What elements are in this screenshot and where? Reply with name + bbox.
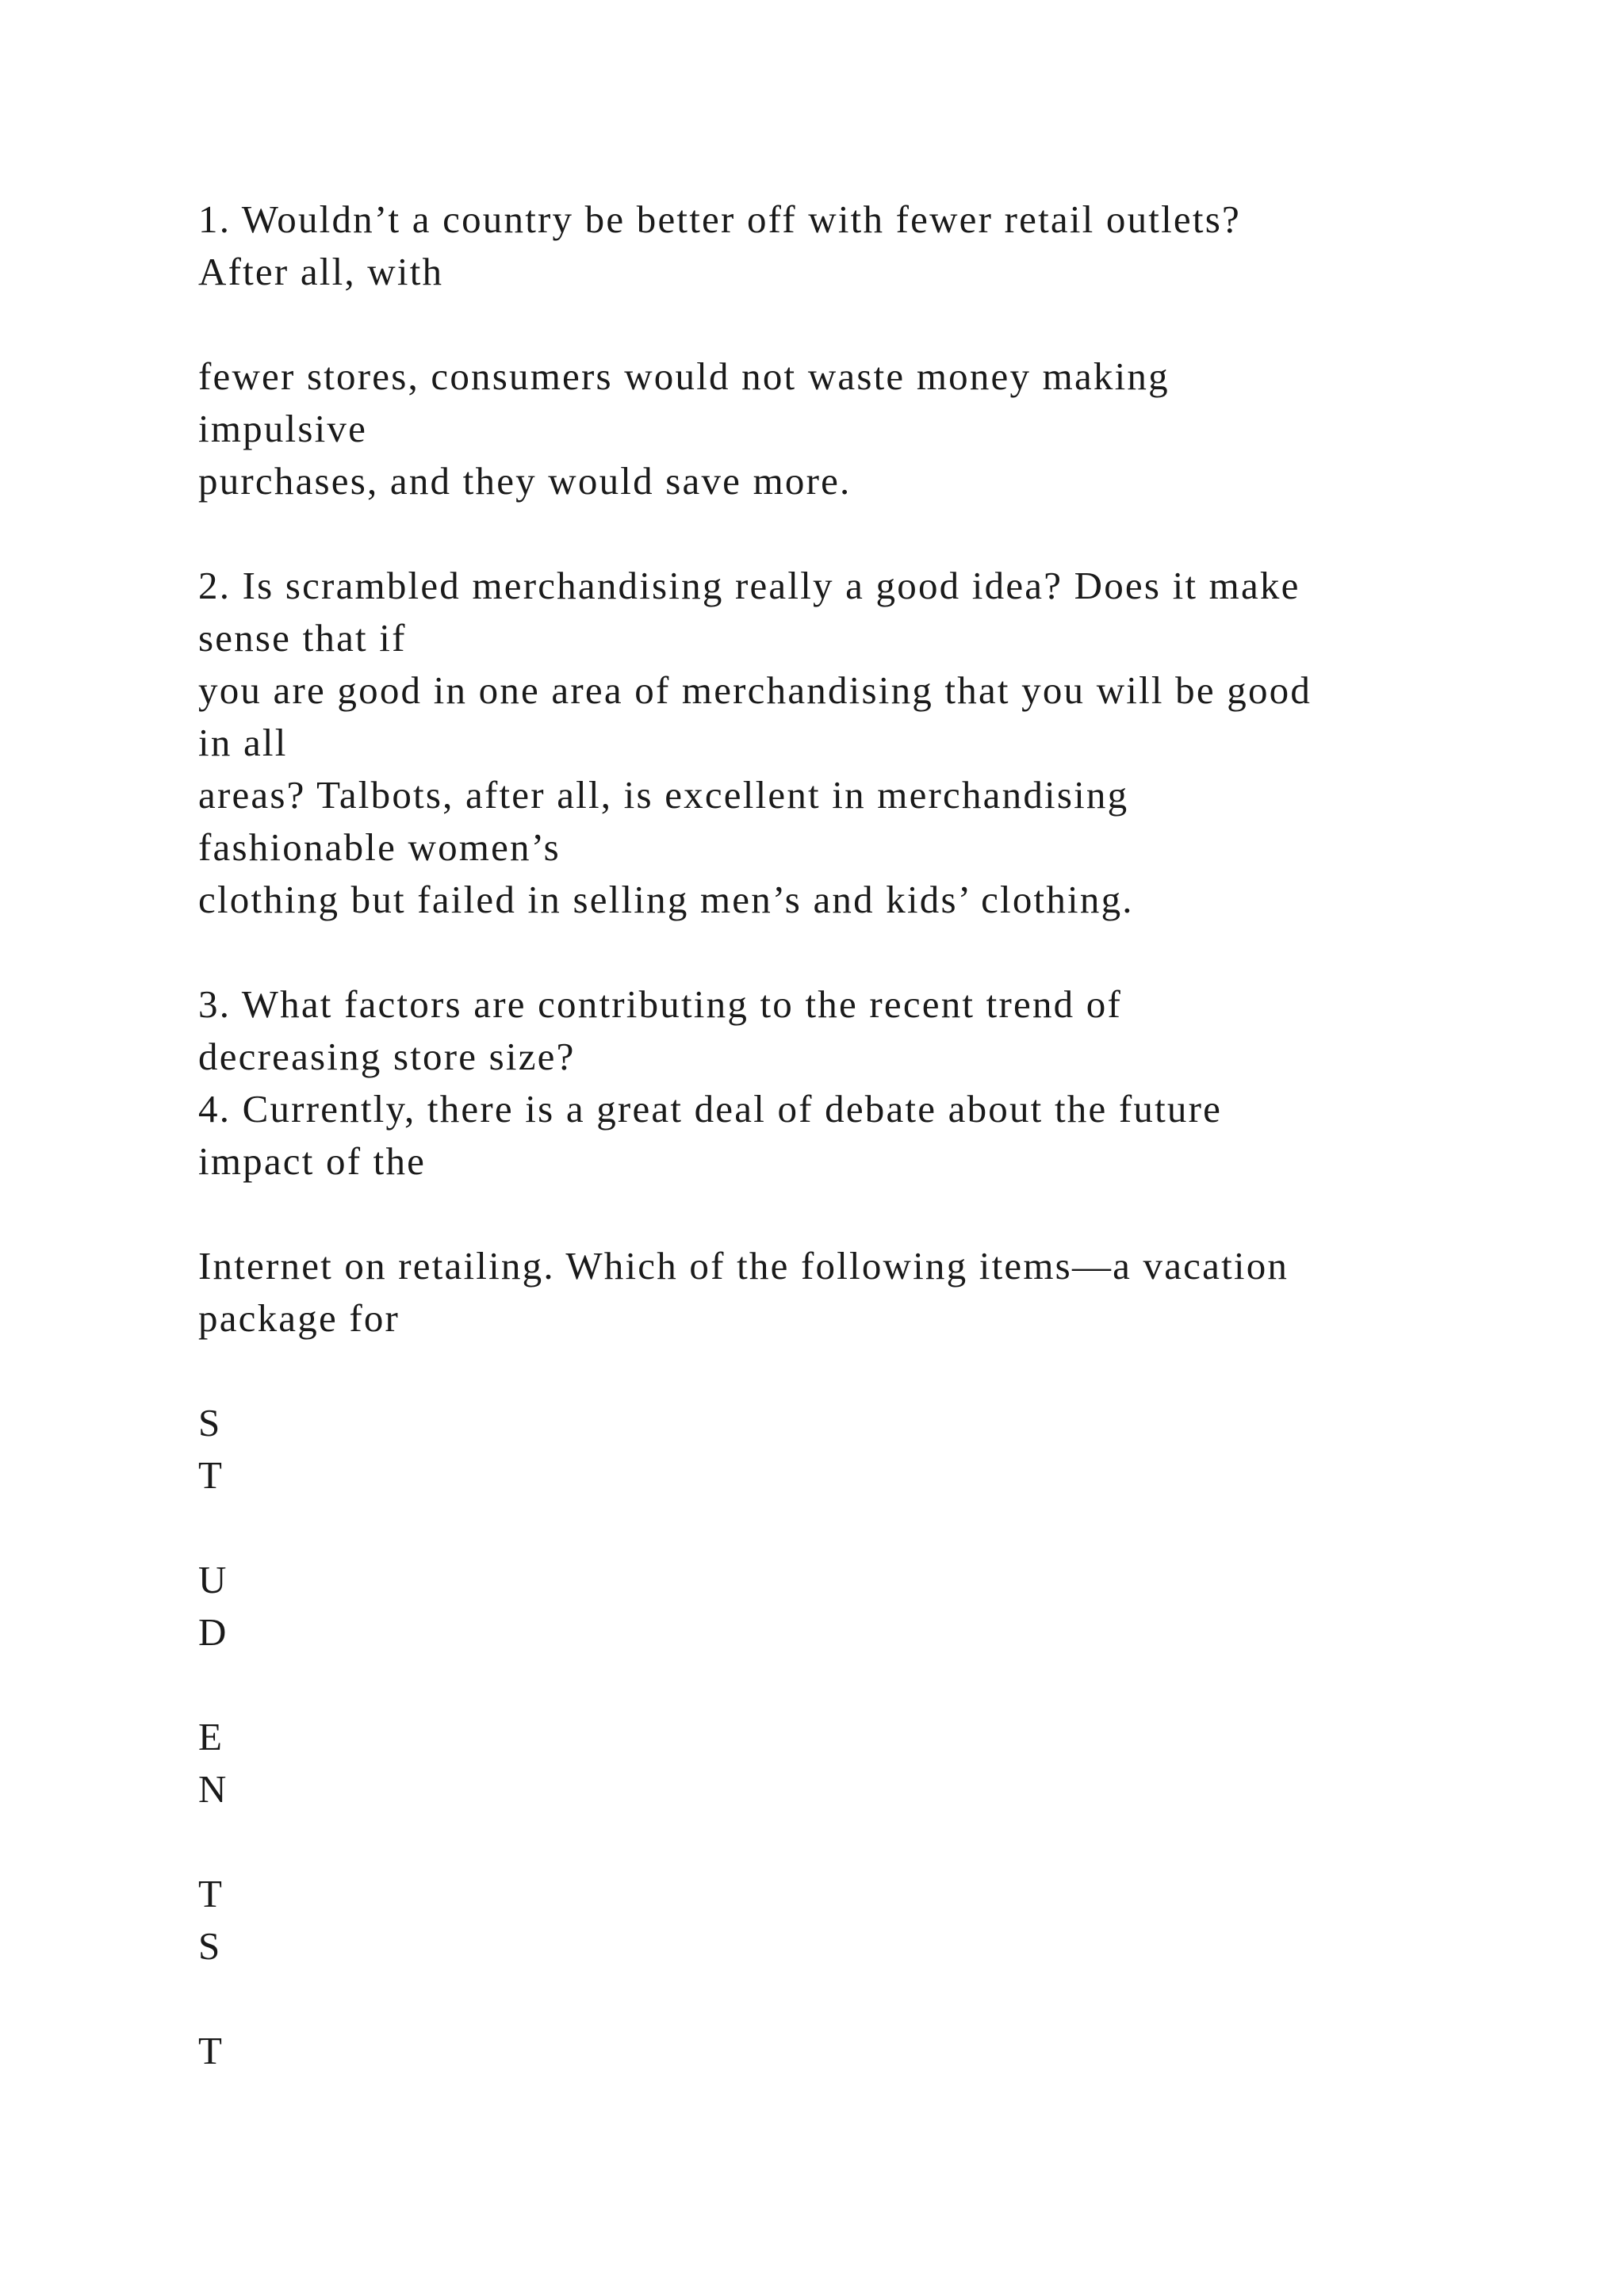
blank-line <box>198 507 1507 560</box>
text-line: S <box>198 1401 222 1445</box>
blank-line <box>198 1973 1507 2025</box>
text-line: After all, with <box>198 250 444 293</box>
text-line: package for <box>198 1296 400 1340</box>
text-line: impact of the <box>198 1139 427 1183</box>
blank-line <box>198 298 1507 350</box>
blank-line <box>198 1659 1507 1711</box>
blank-line <box>198 1188 1507 1240</box>
text-line: 3. What factors are contributing to the recent trend of <box>198 982 1123 1026</box>
text-line: clothing but failed in selling men’s and kids’ clothing. <box>198 878 1134 921</box>
document-body <box>198 193 1507 2077</box>
text-line: T <box>198 2029 224 2072</box>
text-line: Internet on retailing. Which of the following items—a vacation <box>198 1244 1289 1288</box>
text-line: S <box>198 1924 222 1968</box>
text-line: N <box>198 1767 228 1811</box>
text-line: fashionable women’s <box>198 825 561 869</box>
text-line: D <box>198 1610 228 1654</box>
text-line: impulsive <box>198 407 368 450</box>
blank-line <box>198 926 1507 978</box>
text-line: T <box>198 1453 224 1497</box>
text-line: sense that if <box>198 616 407 660</box>
text-line: you are good in one area of merchandising that you will be good <box>198 668 1312 712</box>
text-line: areas? Talbots, after all, is excellent in merchandising <box>198 773 1129 817</box>
text-line: T <box>198 1872 224 1915</box>
text-line: 4. Currently, there is a great deal of debate about the future <box>198 1087 1223 1131</box>
text-line: 2. Is scrambled merchandising really a good idea? Does it make <box>198 564 1300 607</box>
text-line: in all <box>198 721 288 764</box>
text-line: 1. Wouldn’t a country be better off with fewer retail outlets? <box>198 197 1241 241</box>
text-line: fewer stores, consumers would not waste money making <box>198 354 1170 398</box>
text-line: purchases, and they would save more. <box>198 459 852 503</box>
blank-line <box>198 1816 1507 1868</box>
text-line: U <box>198 1558 228 1601</box>
blank-line <box>198 1345 1507 1397</box>
text-line: E <box>198 1715 224 1758</box>
text-line: decreasing store size? <box>198 1035 576 1078</box>
blank-line <box>198 1502 1507 1554</box>
